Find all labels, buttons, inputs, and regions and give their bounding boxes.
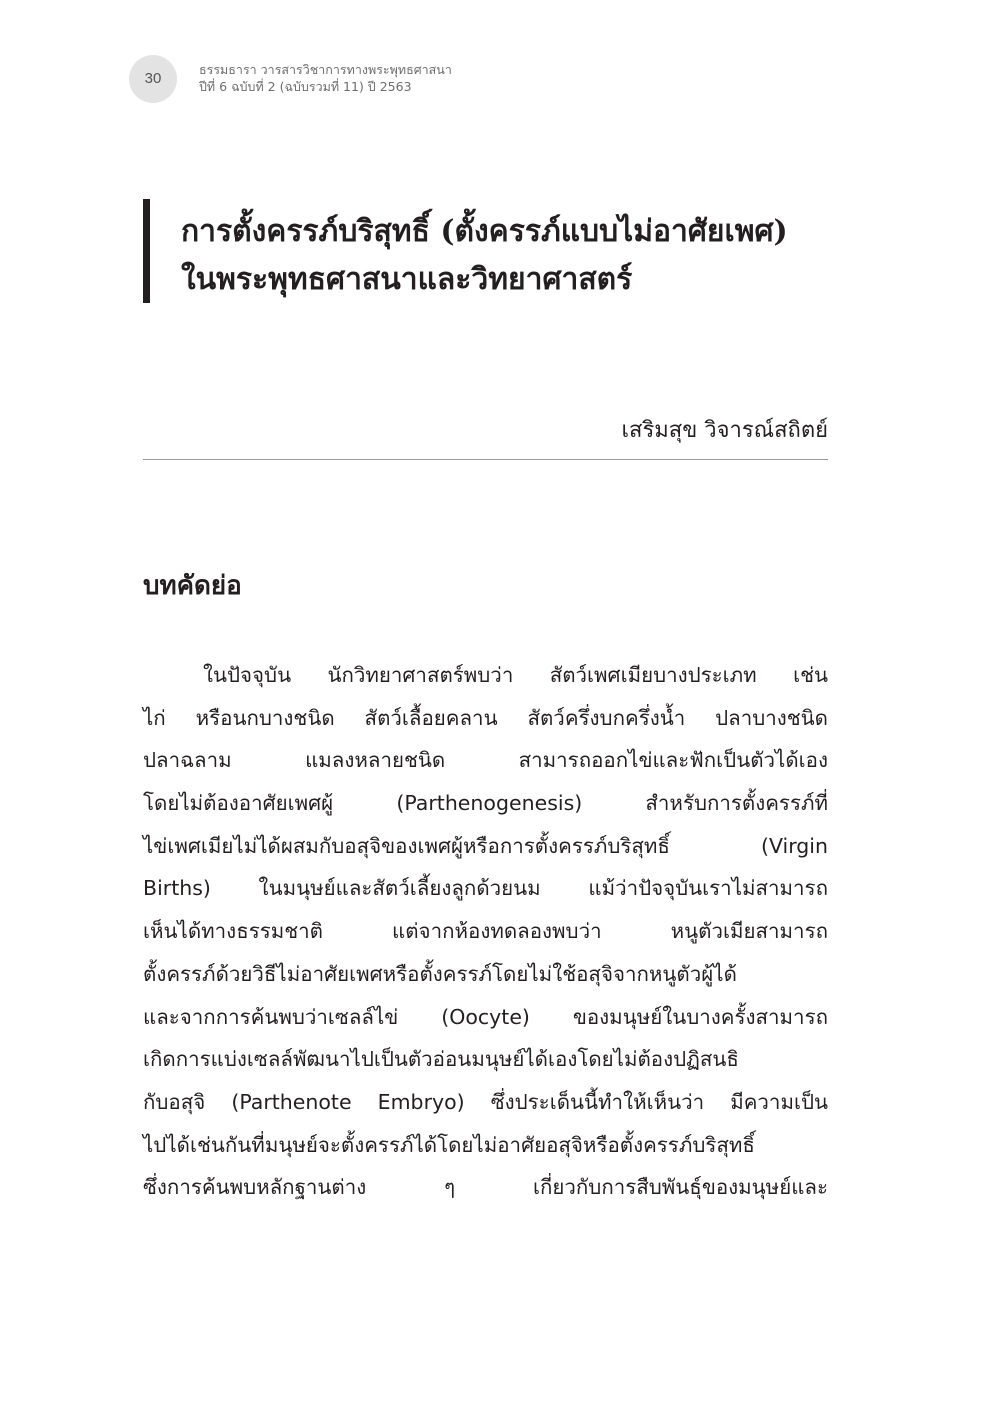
body-line: โดยไม่ต้องอาศัยเพศผู้ (Parthenogenesis) สำหรับการตั้งครรภ์ที่ <box>143 791 828 816</box>
running-header <box>199 61 452 95</box>
body-line: Births) ในมนุษย์และสัตว์เลี้ยงลูกด้วยนม แม้ว่าปัจจุบันเราไม่สามารถ <box>143 876 828 901</box>
body-line: ในปัจจุบัน นักวิทยาศาสตร์พบว่า สัตว์เพศเมียบางประเภท เช่น <box>203 663 828 687</box>
body-line: ไปได้เช่นกันที่มนุษย์จะตั้งครรภ์ได้โดยไม่อาศัยอสุจิหรือตั้งครรภ์บริสุทธิ์ <box>143 1132 755 1157</box>
body-line: ตั้งครรภ์ด้วยวิธีไม่อาศัยเพศหรือตั้งครรภ์โดยไม่ใช้อสุจิจากหนูตัวผู้ได้ <box>143 961 737 986</box>
abstract-body <box>143 654 828 1209</box>
issue-info: ปีที่ 6 ฉบับที่ 2 (ฉบับรวมที่ 11) ปี 2563 <box>199 79 412 94</box>
title-line: ในพระพุทธศาสนาและวิทยาศาสตร์ <box>181 262 633 297</box>
page-number: 30 <box>144 70 162 87</box>
body-line: ไข่เพศเมียไม่ได้ผสมกับอสุจิของเพศผู้หรือการตั้งครรภ์บริสุทธิ์ (Virgin <box>143 833 828 858</box>
article-title <box>181 208 788 304</box>
body-line: และจากการค้นพบว่าเซลล์ไข่ (Oocyte) ของมนุษย์ในบางครั้งสามารถ <box>143 1004 828 1029</box>
body-line: ซึ่งการค้นพบหลักฐานต่าง ๆ เกี่ยวกับการสืบพันธุ์ของมนุษย์และ <box>143 1175 828 1200</box>
body-line: ไก่ หรือนกบางชนิด สัตว์เลื้อยคลาน สัตว์ครึ่งบกครึ่งน้ำ ปลาบางชนิด <box>143 705 828 730</box>
body-line: กับอสุจิ (Parthenote Embryo) ซึ่งประเด็นนี้ทำให้เห็นว่า มีความเป็น <box>143 1089 828 1114</box>
body-line: ปลาฉลาม แมลงหลายชนิด สามารถออกไข่และฟักเป็นตัวได้เอง <box>143 748 828 773</box>
title-line: การตั้งครรภ์บริสุทธิ์ (ตั้งครรภ์แบบไม่อาศัยเพศ) <box>181 214 788 249</box>
journal-name: ธรรมธารา วารสารวิชาการทางพระพุทธศาสนา <box>199 62 452 77</box>
abstract-heading: บทคัดย่อ <box>143 571 242 601</box>
author-divider <box>143 459 828 460</box>
author-name: เสริมสุข วิจารณ์สถิตย์ <box>621 418 828 443</box>
body-line: เห็นได้ทางธรรมชาติ แต่จากห้องทดลองพบว่า หนูตัวเมียสามารถ <box>143 919 828 944</box>
title-accent-bar <box>143 199 150 303</box>
body-line: เกิดการแบ่งเซลล์พัฒนาไปเป็นตัวอ่อนมนุษย์ได้เองโดยไม่ต้องปฏิสนธิ <box>143 1047 739 1072</box>
